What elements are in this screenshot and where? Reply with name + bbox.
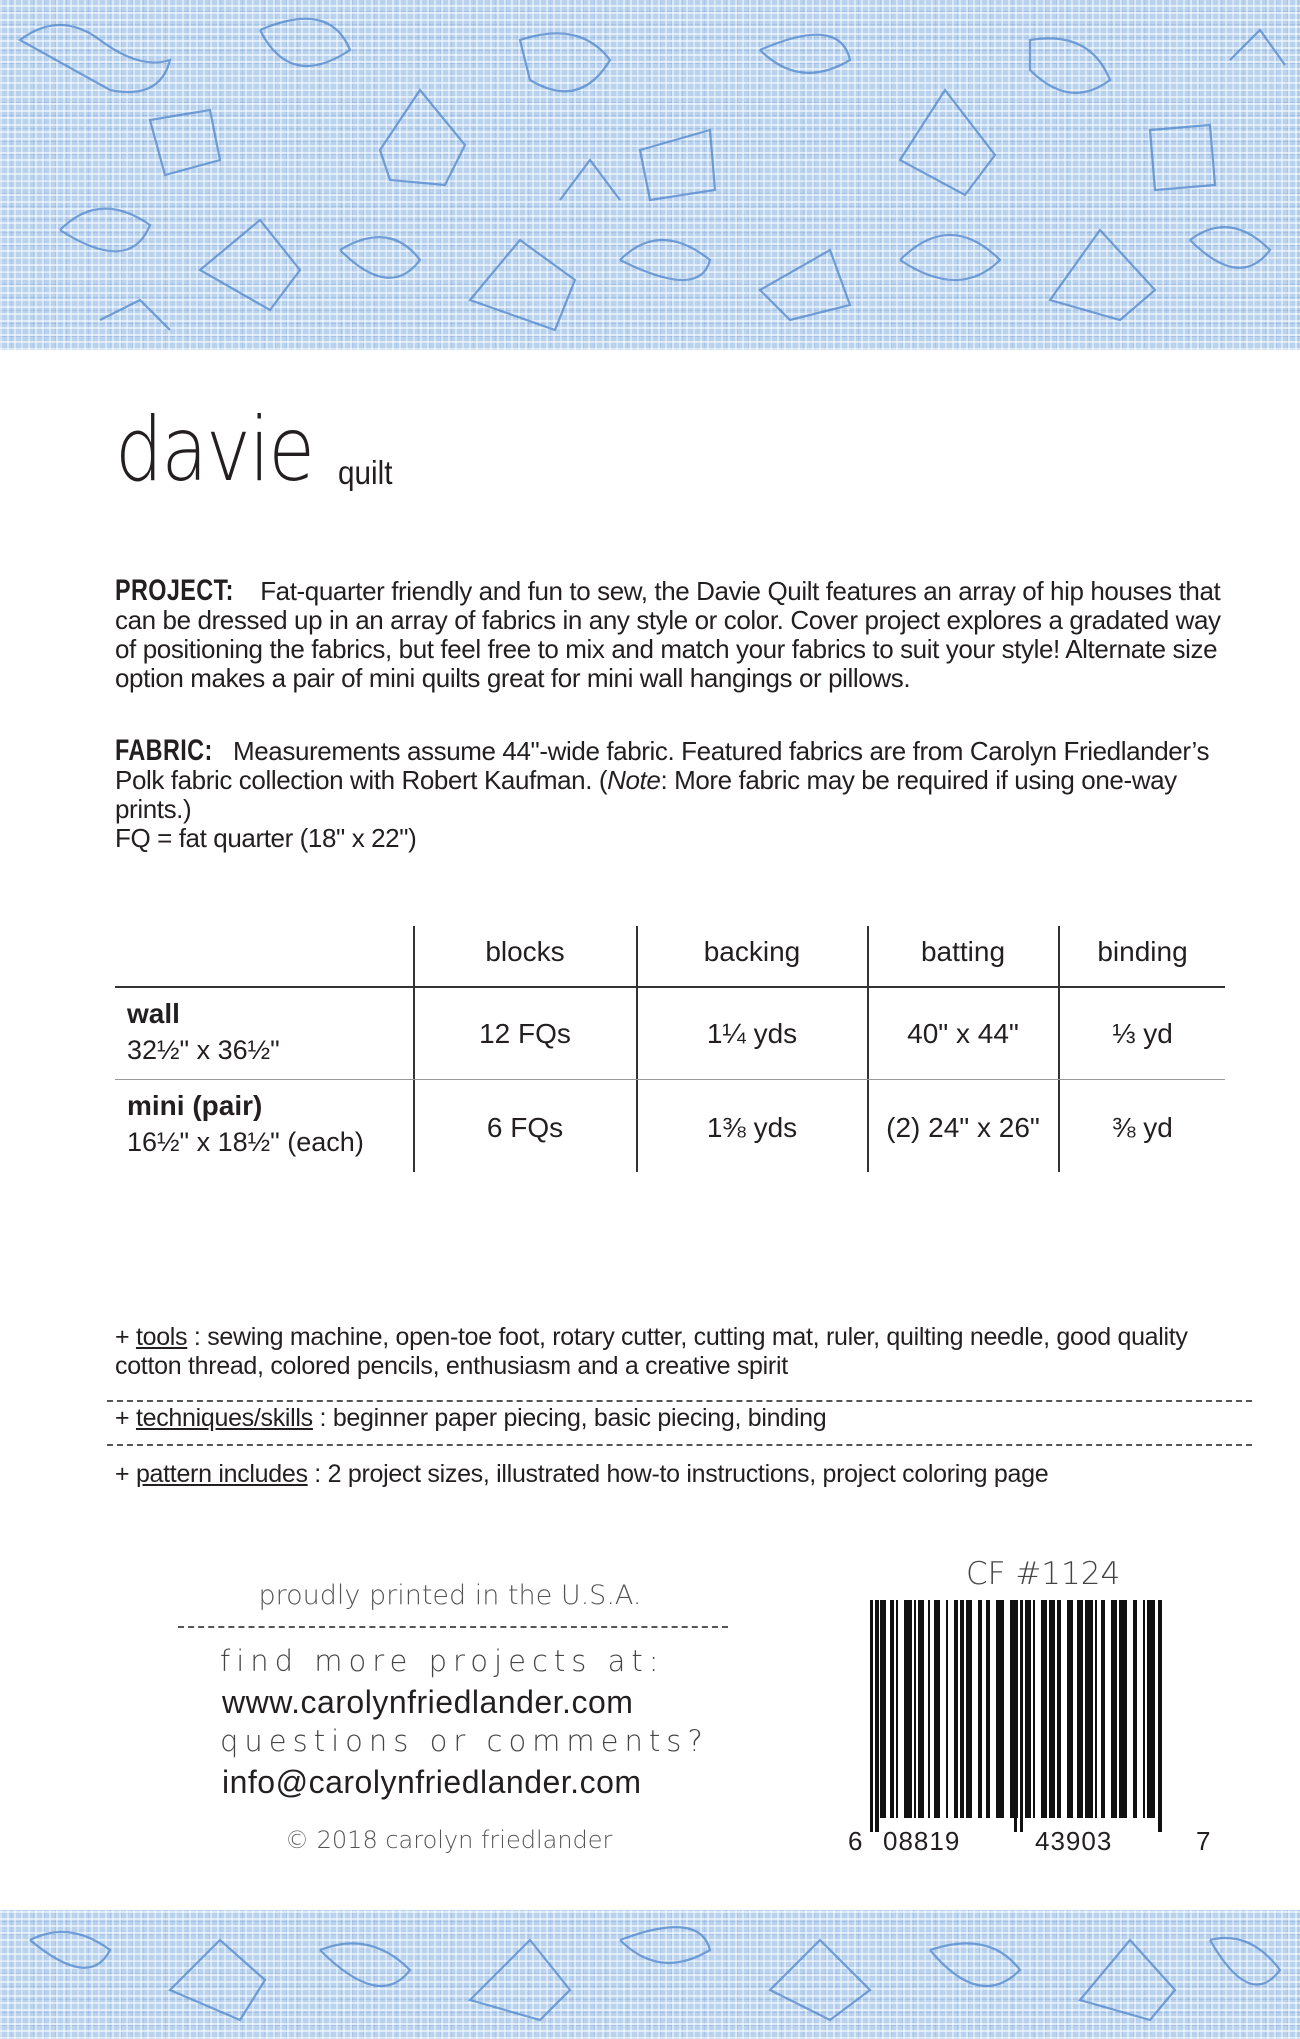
header-batting: batting [920,936,1006,967]
pattern-includes-text: : 2 project sizes, illustrated how-to instructions, project coloring page [307,1460,1049,1488]
bullet-prefix: + [115,1323,136,1351]
dashed-divider [178,1626,728,1628]
barcode-bar [1147,1600,1155,1818]
printed-in-usa: proudly printed in the U.S.A. [258,1580,642,1611]
barcode-bar [880,1600,886,1818]
barcode-bar [1067,1600,1073,1818]
title-sub: quilt [338,454,393,491]
barcode-bar [914,1600,916,1818]
barcode-bar [1025,1600,1031,1818]
barcode-bar [1119,1600,1127,1818]
pattern-includes-note [115,1460,1245,1489]
wall-backing: 1¼ yds [706,1018,798,1049]
barcode-bar [1057,1600,1061,1818]
techniques-label: techniques/skills [135,1404,313,1432]
fabric-note-word: Note [607,765,661,795]
techniques-note [115,1404,1245,1433]
tools-label: tools [135,1323,188,1351]
barcode-bar [1143,1600,1145,1818]
barcode-bar [1133,1600,1137,1818]
wall-batting: 40" x 44" [907,1018,1019,1049]
fabric-fq-definition: FQ = fat quarter (18" x 22") [115,823,417,853]
table-header-rule [115,986,1225,988]
barcode-guard-bar [1014,1600,1017,1832]
barcode-bar [918,1600,924,1818]
fabric-label: FABRIC: [115,734,213,767]
barcode [846,1600,1186,1836]
mini-backing: 1⅜ yds [706,1112,798,1143]
barcode-bar [1095,1600,1097,1818]
fabric-header-band [0,0,1300,350]
copyright: © 2018 carolyn friedlander [285,1826,613,1854]
table-row-label [127,1088,364,1160]
barcode-bar [870,1600,873,1832]
barcode-digit: 43903 [1035,1826,1113,1856]
barcode-digit: 6 [848,1826,864,1856]
barcode-digit: 08819 [883,1826,961,1856]
barcode-bar [904,1600,912,1818]
barcode-bar [960,1600,964,1818]
barcode-bar [896,1600,898,1818]
barcode-guard-bar [876,1600,879,1832]
barcode-bar [1077,1600,1083,1818]
dashed-divider [107,1444,1252,1446]
project-label: PROJECT: [115,574,234,607]
barcode-bar [934,1600,940,1818]
title-main: davie [115,398,314,501]
wall-binding: ⅓ yd [1112,1018,1173,1049]
barcode-bar [1049,1600,1055,1818]
bullet-prefix: + [115,1404,136,1432]
row-name: wall [127,998,180,1029]
barcode-bar [1085,1600,1093,1818]
barcode-bar [978,1600,982,1818]
barcode-bar [946,1600,948,1818]
barcode-bar [966,1600,972,1818]
fabric-text-a: Measurements assume 44"-wide fabric. Featured fabrics are from Carolyn Friedlander’s Polk fabric collection with Robert Kaufman. ( [115,736,1210,795]
fabric-footer-band [0,1910,1300,2039]
barcode-bar [928,1600,930,1818]
row-size: 32½" x 36½" [127,1035,280,1065]
pattern-title [115,398,393,501]
barcode-guard-bar [1158,1600,1161,1832]
tools-text: : sewing machine, open-toe foot, rotary cutter, cutting mat, ruler, quilting needle, good quality cotton thread, colored pencils, enthusiasm and a creative spirit [115,1323,1188,1380]
bullet-prefix: + [115,1460,136,1488]
fabric-print-pattern [0,0,1300,350]
mini-batting: (2) 24" x 26" [886,1112,1040,1143]
fabric-description [115,736,1245,853]
find-more-projects: find more projects at: [220,1644,665,1678]
barcode-bar [1101,1600,1105,1818]
header-backing: backing [703,936,801,967]
website-link[interactable]: www.carolynfriedlander.com [222,1684,634,1720]
fabric-print-pattern [0,1910,1300,2039]
dashed-divider [107,1400,1252,1402]
barcode-bar [1111,1600,1117,1818]
tools-note [115,1323,1245,1381]
row-name: mini (pair) [127,1090,263,1121]
barcode-bar [1041,1600,1047,1818]
barcode-bar [1020,1600,1023,1832]
table-row-label [127,996,280,1068]
mini-blocks: 6 FQs [486,1112,564,1143]
header-binding: binding [1097,936,1188,967]
mini-binding: ⅜ yd [1112,1112,1173,1143]
project-text: Fat-quarter friendly and fun to sew, the Davie Quilt features an array of hip houses that can be dressed up in an array of fabrics in any style or color. Cover project explores a gradated way of positioning the fabrics, but feel free to mix and match your fabrics to suit your style! Alternate size option makes a pair of mini quilts great for mini wall hangings or pillows. [115,576,1221,693]
techniques-text: : beginner paper piecing, basic piecing, binding [312,1404,827,1432]
row-size: 16½" x 18½" (each) [127,1127,364,1157]
fabric-text-b: : More fabric may be required if using one-way prints.) [115,765,1177,824]
wall-blocks: 12 FQs [479,1018,571,1049]
table-row-rule [115,1079,1225,1080]
barcode-digit: 7 [1196,1826,1212,1856]
email-link[interactable]: info@carolynfriedlander.com [222,1764,642,1800]
barcode-bar [890,1600,894,1818]
project-description [115,576,1245,693]
questions-label: questions or comments? [220,1724,709,1758]
product-sku: CF #1124 [966,1556,1121,1592]
pattern-includes-label: pattern includes [135,1460,308,1488]
barcode-bar [996,1600,1004,1818]
barcode-bar [954,1600,958,1818]
barcode-bar [1033,1600,1035,1818]
barcode-bar [986,1600,990,1818]
header-blocks: blocks [485,936,565,967]
